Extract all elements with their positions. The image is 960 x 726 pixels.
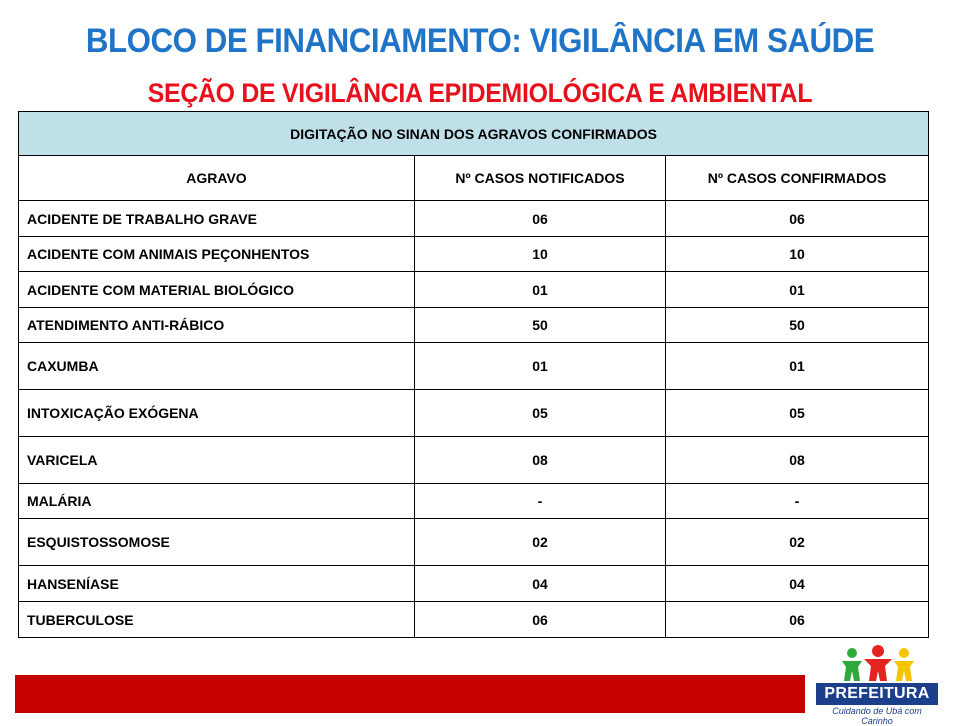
- table-row: [19, 390, 929, 437]
- cell-agravo: ACIDENTE DE TRABALHO GRAVE: [19, 201, 415, 237]
- column-header-agravo: AGRAVO: [19, 156, 415, 201]
- table-header-row: [19, 156, 929, 201]
- cell-confirmados: 05: [666, 390, 929, 437]
- cell-confirmados: 04: [666, 566, 929, 602]
- cell-notificados: 04: [415, 566, 666, 602]
- cell-notificados: 01: [415, 343, 666, 390]
- cell-confirmados: 01: [666, 272, 929, 308]
- table-row: [19, 343, 929, 390]
- cell-notificados: 10: [415, 237, 666, 272]
- table-row: [19, 519, 929, 566]
- cell-notificados: 05: [415, 390, 666, 437]
- footer-bar: [15, 675, 805, 713]
- prefeitura-logo: [816, 645, 938, 726]
- people-figures-icon: [838, 645, 918, 683]
- table-row: [19, 566, 929, 602]
- table-row: [19, 237, 929, 272]
- cell-notificados: 02: [415, 519, 666, 566]
- cell-agravo: ACIDENTE COM ANIMAIS PEÇONHENTOS: [19, 237, 415, 272]
- column-header-notificados: Nº CASOS NOTIFICADOS: [415, 156, 666, 201]
- cell-agravo: ESQUISTOSSOMOSE: [19, 519, 415, 566]
- logo-wordmark: PREFEITURA: [816, 683, 938, 705]
- cell-agravo: INTOXICAÇÃO EXÓGENA: [19, 390, 415, 437]
- table-row: [19, 201, 929, 237]
- table-row: [19, 437, 929, 484]
- agravos-table-body: [19, 112, 929, 638]
- agravos-table: [18, 111, 929, 638]
- cell-confirmados: 06: [666, 201, 929, 237]
- cell-confirmados: 10: [666, 237, 929, 272]
- cell-notificados: 01: [415, 272, 666, 308]
- logo-slogan: Cuidando de Ubá com Carinho: [832, 706, 922, 726]
- cell-notificados: -: [415, 484, 666, 519]
- page-title: BLOCO DE FINANCIAMENTO: VIGILÂNCIA EM SAÚDE: [85, 22, 875, 60]
- cell-agravo: TUBERCULOSE: [19, 602, 415, 638]
- table-row: [19, 272, 929, 308]
- cell-agravo: ACIDENTE COM MATERIAL BIOLÓGICO: [19, 272, 415, 308]
- cell-notificados: 08: [415, 437, 666, 484]
- table-row: [19, 602, 929, 638]
- cell-confirmados: 08: [666, 437, 929, 484]
- cell-confirmados: 50: [666, 308, 929, 343]
- table-caption: DIGITAÇÃO NO SINAN DOS AGRAVOS CONFIRMADOS: [19, 112, 929, 156]
- cell-confirmados: -: [666, 484, 929, 519]
- cell-confirmados: 06: [666, 602, 929, 638]
- cell-agravo: HANSENÍASE: [19, 566, 415, 602]
- cell-notificados: 50: [415, 308, 666, 343]
- cell-confirmados: 02: [666, 519, 929, 566]
- page-subtitle: SEÇÃO DE VIGILÂNCIA EPIDEMIOLÓGICA E AMBIENTAL: [147, 78, 813, 108]
- cell-agravo: ATENDIMENTO ANTI-RÁBICO: [19, 308, 415, 343]
- cell-agravo: VARICELA: [19, 437, 415, 484]
- cell-agravo: MALÁRIA: [19, 484, 415, 519]
- table-caption-row: [19, 112, 929, 156]
- cell-notificados: 06: [415, 201, 666, 237]
- table-row: [19, 484, 929, 519]
- cell-agravo: CAXUMBA: [19, 343, 415, 390]
- table-row: [19, 308, 929, 343]
- cell-confirmados: 01: [666, 343, 929, 390]
- column-header-confirmados: Nº CASOS CONFIRMADOS: [666, 156, 929, 201]
- cell-notificados: 06: [415, 602, 666, 638]
